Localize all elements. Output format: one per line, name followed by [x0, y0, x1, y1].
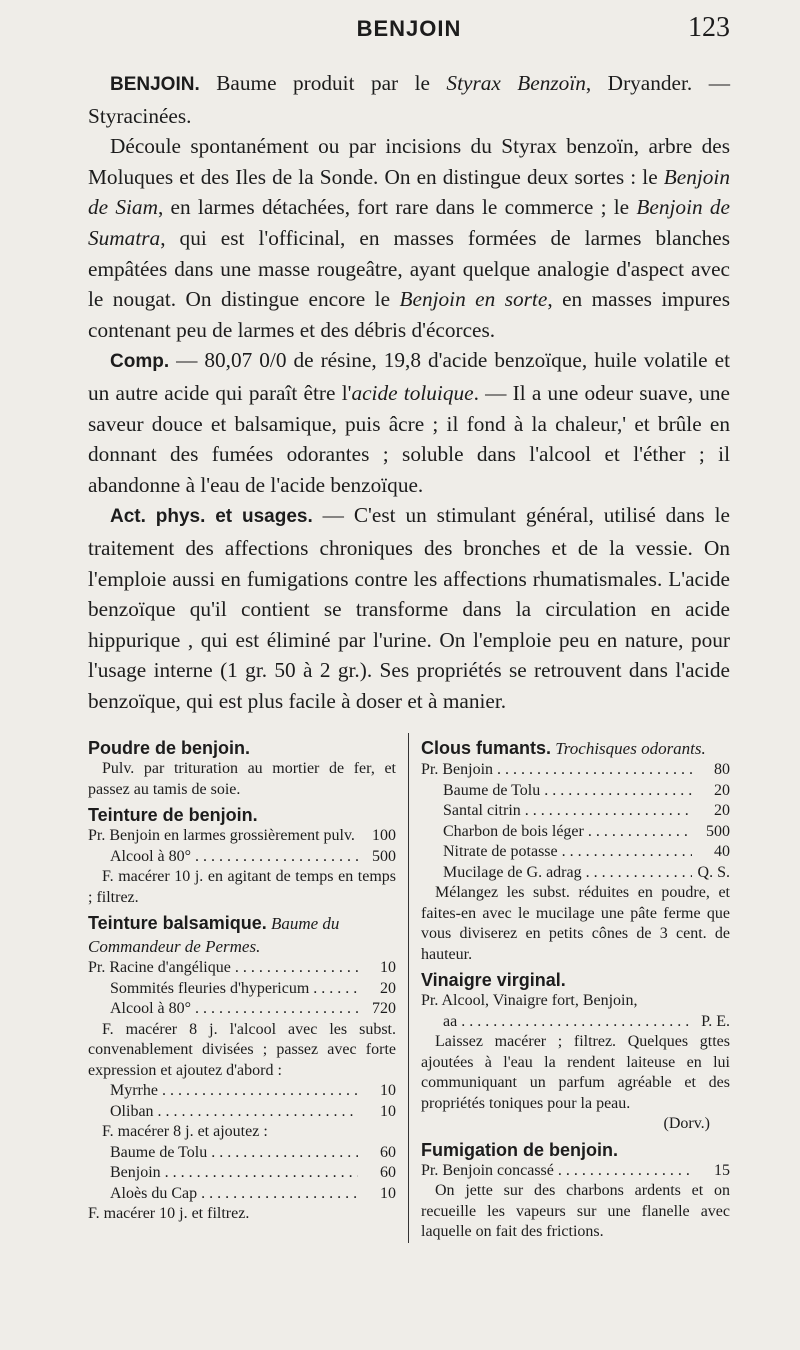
formula-row: [88, 1184, 396, 1205]
intro-text: Baume produit par le: [199, 71, 447, 95]
ingredient-qty: 15: [714, 1161, 730, 1179]
poudre-title: Poudre de benjoin.: [88, 738, 251, 758]
ingredient-name: Nitrate de potasse . . .: [443, 842, 692, 863]
ingredient-qty: 500: [372, 847, 396, 865]
ingredient-name: Aloès du Cap . . .: [110, 1184, 358, 1205]
composition-text: . — Il a une odeur suave, une saveur douce et balsamique, puis âcre ; il fond à la chaleur,' et brûle en donnant des fumées odorantes ; soluble dans l'alcool et l'éther ; il abandonne à l'eau de l'acide benzoïque.: [88, 380, 730, 497]
running-title: BENJOIN: [356, 16, 462, 41]
vinaigre-title: Vinaigre virginal.: [421, 970, 566, 990]
ingredient-qty: P. E.: [701, 1012, 730, 1030]
vinaigre-line: Pr. Alcool, Vinaigre fort, Benjoin,: [421, 992, 638, 1009]
formula-row: [421, 1012, 730, 1033]
teinture-text: F. macérer 10 j. en agitant de temps en temps ; filtrez.: [88, 868, 396, 906]
description-text: , en larmes détachées, fort rare dans le commerce ; le: [157, 195, 637, 220]
vinaigre-signature: (Dorv.): [663, 1115, 710, 1132]
ingredient-qty: 100: [372, 827, 396, 844]
formula-row: [421, 781, 730, 802]
article-heading-paragraph: [88, 68, 730, 131]
fumigation-text: On jette sur des charbons ardents et on recueille les vapeurs sur une flanelle avec laquelle on fait des frictions.: [421, 1182, 730, 1240]
clous-text: Mélangez les subst. réduites en poudre, et faites-en avec le mucilage une pâte ferme que vous diviserez en petits cônes de 3 cent. de hauteur.: [421, 884, 730, 963]
ingredient-name: Myrrhe . . .: [110, 1081, 358, 1102]
ingredient-qty: 20: [714, 802, 730, 819]
action-label: Act. phys. et usages.: [110, 506, 313, 528]
clous-subtitle: Trochisques odorants.: [551, 739, 706, 758]
formula-row: [88, 958, 396, 979]
formula-row: [88, 1163, 396, 1184]
left-column: [88, 733, 409, 1243]
balsam-text-3: F. macérer 10 j. et filtrez.: [88, 1205, 250, 1222]
clous-title: [421, 737, 730, 760]
ingredient-name: aa . . .: [443, 1012, 692, 1033]
ingredient-qty: Q. S.: [697, 863, 730, 881]
balsam-text-1: F. macérer 8 j. l'alcool avec les subst. convenablement divisées ; passez avec forte expression et ajoutez d'abord :: [88, 1020, 396, 1079]
formula-row: [421, 760, 730, 781]
formula-row: [88, 1143, 396, 1164]
balsam-subtitle: Baume du Commandeur de Permes.: [88, 914, 340, 956]
description-text: Découle spontanément ou par incisions du Styrax benzoïn, arbre des Moluques et des Iles de la Sonde. On en distingue deux sortes : le: [88, 134, 730, 189]
ingredient-qty: 10: [380, 959, 396, 976]
balsam-title-main: Teinture balsamique.: [88, 913, 267, 933]
description-paragraph: [88, 131, 730, 345]
running-head: [88, 8, 730, 48]
right-column: [409, 733, 730, 1243]
ingredient-qty: 10: [380, 1102, 396, 1120]
formula-row: [421, 1161, 730, 1182]
ingredient-name: Mucilage de G. adrag . . .: [443, 863, 692, 884]
formula-row: [88, 1102, 396, 1123]
ingredient-name: Pr. Benjoin concassé . . .: [421, 1161, 692, 1182]
intro-species: Styrax Benzoïn: [446, 71, 586, 95]
ingredient-name: Sommités fleuries d'hypericum . . .: [110, 979, 358, 1000]
page-number: 123: [688, 12, 730, 43]
ingredient-name: Oliban . . .: [110, 1102, 358, 1123]
formula-row: [88, 826, 396, 847]
formula-row: [421, 842, 730, 863]
formula-row: [88, 979, 396, 1000]
poudre-text: Pulv. par trituration au mortier de fer, et passez au tamis de soie.: [88, 760, 396, 798]
composition-paragraph: [88, 345, 730, 500]
ingredient-name: Alcool à 80° . . .: [110, 847, 358, 868]
main-article: [88, 68, 730, 716]
action-text: — C'est un stimulant général, utilisé dans le traitement des affections chroniques des bronches et de la vessie. On l'emploie aussi en fumigations contre les affections rhumatismales. L'acide benzoïque qu'il contient se transforme dans la circulation en acide hippurique , qui est éliminé par l'urine. On l'emploie peu en nature, pour l'usage interne (1 gr. 50 à 2 gr.). Ses propriétés se retrouvent dans l'acide benzoïque, qui est plus facile à doser et à manier.: [88, 503, 730, 713]
ingredient-name: Pr. Racine d'angélique . . .: [88, 958, 358, 979]
formula-row: [88, 847, 396, 868]
ingredient-qty: 80: [714, 761, 730, 778]
ingredient-qty: 720: [372, 1000, 396, 1017]
ingredient-name: Pr. Benjoin en larmes grossièrement pulv. . . .: [88, 826, 358, 847]
variety-sorte: Benjoin en sorte: [399, 287, 548, 312]
ingredient-name: Baume de Tolu . . .: [110, 1143, 358, 1164]
description-text: , en masses impures contenant peu de larmes et des débris d'écorces.: [88, 287, 730, 342]
formulas-columns: [88, 733, 730, 1243]
balsam-text-2: F. macérer 8 j. et ajoutez :: [102, 1123, 268, 1140]
ingredient-qty: 60: [380, 1164, 396, 1181]
ingredient-name: Alcool à 80° . . .: [110, 999, 358, 1020]
ingredient-name: Pr. Benjoin . . .: [421, 760, 692, 781]
formula-row: [421, 822, 730, 843]
composition-label: Comp.: [110, 351, 170, 373]
ingredient-qty: 60: [380, 1143, 396, 1161]
ingredient-qty: 10: [380, 1184, 396, 1202]
intro-author: , Dryander. — Styracinées.: [88, 71, 730, 128]
ingredient-name: Baume de Tolu . . .: [443, 781, 692, 802]
description-text: , qui est l'officinal, en masses formées de larmes blanches empâtées dans une masse rougeâtre, ayant quelque analogie d'aspect avec le nougat. On distingue encore le: [88, 225, 730, 312]
clous-title-main: Clous fumants.: [421, 738, 552, 758]
teinture-title: Teinture de benjoin.: [88, 805, 258, 825]
fumigation-title: Fumigation de benjoin.: [421, 1139, 618, 1160]
action-paragraph: [88, 500, 730, 716]
balsam-title: [88, 912, 396, 958]
composition-text: — 80,07 0/0 de résine, 19,8 d'acide benzoïque, huile volatile et un autre acide qui paraît être l': [88, 348, 730, 405]
ingredient-name: Charbon de bois léger . . .: [443, 822, 692, 843]
entry-keyword: BENJOIN.: [110, 74, 200, 95]
ingredient-qty: 40: [714, 843, 730, 860]
variety-siam: Benjoin de Siam: [88, 164, 730, 220]
formula-row: [421, 801, 730, 822]
ingredient-qty: 20: [714, 781, 730, 799]
ingredient-qty: 20: [380, 979, 396, 997]
formula-row: [421, 863, 730, 884]
ingredient-qty: 500: [706, 822, 730, 840]
toluic-acid: acide toluique: [351, 380, 474, 405]
formula-row: [88, 1081, 396, 1102]
ingredient-name: Benjoin . . .: [110, 1163, 358, 1184]
vinaigre-text: Laissez macérer ; filtrez. Quelques gttes ajoutées à l'eau la rendent laiteuse en lui communiquant un parfum agréable et des propriétés toniques pour la peau.: [421, 1033, 730, 1112]
formula-row: [88, 999, 396, 1020]
ingredient-name: Santal citrin . . .: [443, 801, 692, 822]
variety-sumatra: Benjoin de Sumatra: [88, 195, 730, 250]
ingredient-qty: 10: [380, 1082, 396, 1099]
